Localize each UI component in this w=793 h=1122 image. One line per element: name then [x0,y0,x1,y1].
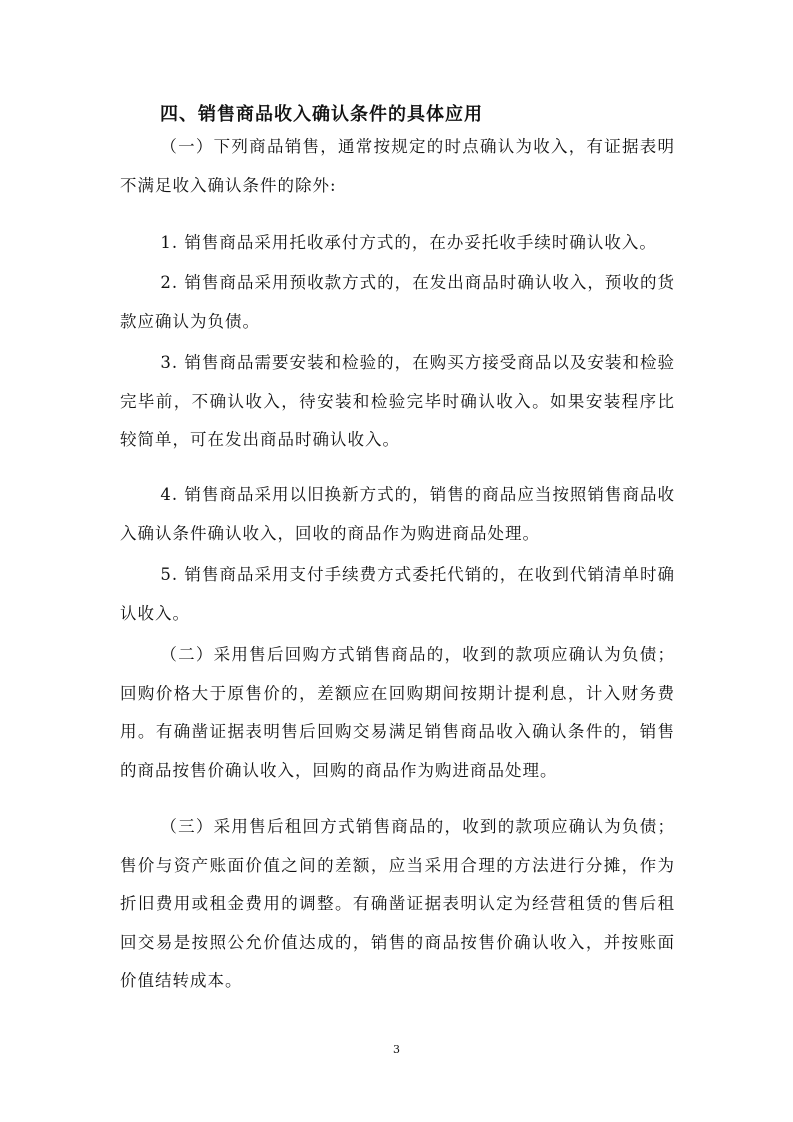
paragraph-1: （一）下列商品销售，通常按规定的时点确认为收入，有证据表明不满足收入确认条件的除外: [120,137,675,195]
paragraph-item-2: 2. 销售商品采用预收款方式的，在发出商品时确认收入，预收的货款应确认为负债。 [120,273,675,331]
paragraph-item-1: 1. 销售商品采用托收承付方式的，在办妥托收手续时确认收入。 [160,233,657,252]
paragraph-item-3: 3. 销售商品需要安装和检验的，在购买方接受商品以及安装和检验完毕前，不确认收入，待安装和检验完毕时确认收入。如果安装程序比较简单，可在发出商品时确认收入。 [120,353,675,449]
paragraph-section-3: （三）采用售后租回方式销售商品的，收到的款项应确认为负债；售价与资产账面价值之间的差额，应当采用合理的方法进行分摊，作为折旧费用或租金费用的调整。有确凿证据表明认定为经营租赁的售后租回交易是按照公允价值达成的，销售的商品按售价确认收入，并按账面价值结转成本。 [120,817,675,990]
paragraph-item-4: 4. 销售商品采用以旧换新方式的，销售的商品应当按照销售商品收入确认条件确认收入，回收的商品作为购进商品处理。 [120,485,675,543]
page-number: 3 [393,1043,400,1056]
paragraph-section-2: （二）采用售后回购方式销售商品的，收到的款项应确认为负债；回购价格大于原售价的，差额应在回购期间按期计提利息，计入财务费用。有确凿证据表明售后回购交易满足销售商品收入确认条件的，销售的商品按售价确认收入，回购的商品作为购进商品处理。 [120,645,675,780]
paragraph-item-5: 5. 销售商品采用支付手续费方式委托代销的，在收到代销清单时确认收入。 [120,565,675,623]
section-heading: 四、销售商品收入确认条件的具体应用 [160,104,483,125]
